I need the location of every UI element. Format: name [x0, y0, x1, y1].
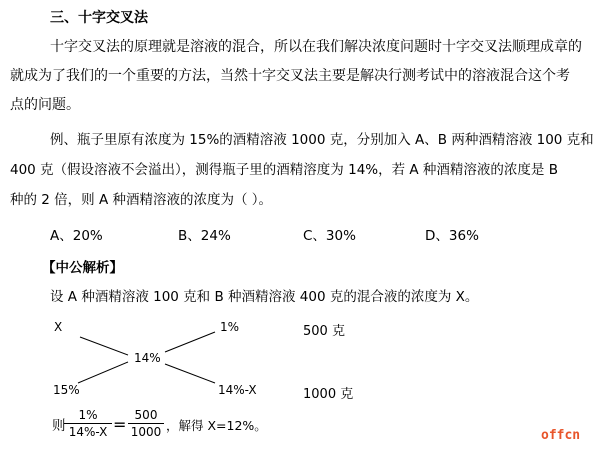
- option-c: C、30%: [303, 228, 356, 244]
- analysis-line: 设 A 种酒精溶液 100 克和 B 种酒精溶液 400 克的混合液的浓度为 X。: [50, 289, 479, 305]
- intro-line-3: 点的问题。: [10, 97, 80, 113]
- fraction-1-numerator: 1%: [78, 408, 98, 422]
- result-suffix: ，解得 X=12%。: [166, 418, 267, 433]
- cross-line-top-left: [80, 337, 128, 355]
- result-fraction-1: [64, 408, 112, 439]
- result-prefix: 则: [52, 418, 66, 434]
- fraction-2-denominator: 1000: [130, 425, 162, 439]
- example-line-3: 种的 2 倍，则 A 种酒精溶液的浓度为（ ）。: [10, 192, 273, 208]
- cross-line-bottom-left: [78, 362, 128, 383]
- fraction-2-bar: [128, 423, 164, 424]
- analysis-title: 【中公解析】: [42, 260, 123, 276]
- section-title: 三、十字交叉法: [50, 10, 148, 26]
- result-fraction-2: [128, 408, 164, 439]
- intro-line-2: 就成为了我们的一个重要的方法，当然十字交叉法主要是解决行测考试中的溶液混合这个考: [10, 68, 570, 84]
- fraction-2-numerator: 500: [134, 408, 158, 422]
- cross-top-left: X: [54, 320, 63, 334]
- cross-line-top-right: [165, 332, 215, 352]
- option-a: A、20%: [50, 228, 103, 244]
- cross-line-bottom-right: [165, 364, 215, 383]
- option-d: D、36%: [425, 228, 479, 244]
- cross-center: 14%: [134, 351, 161, 365]
- intro-line-1: 十字交叉法的原理就是溶液的混合，所以在我们解决浓度问题时十字交叉法顺理成章的: [50, 39, 582, 55]
- example-line-2: 400 克（假设溶液不会溢出），测得瓶子里的酒精溶度为 14%，若 A 种酒精溶液的浓度是 B: [10, 162, 558, 178]
- cross-bottom-mass: 1000 克: [303, 387, 354, 402]
- option-b: B、24%: [178, 228, 231, 244]
- cross-bottom-right: 14%-X: [218, 383, 257, 397]
- cross-bottom-left: 15%: [53, 383, 80, 397]
- cross-top-right: 1%: [220, 320, 240, 334]
- example-line-1: 例、瓶子里原有浓度为 15%的酒精溶液 1000 克，分别加入 A、B 两种酒精溶液 100 克和: [50, 132, 594, 148]
- fraction-1-denominator: 14%-X: [68, 425, 108, 439]
- fraction-1-bar: [64, 423, 112, 424]
- offcn-watermark: offcn: [541, 428, 581, 443]
- cross-top-mass: 500 克: [303, 324, 345, 339]
- result-equals: =: [113, 415, 127, 434]
